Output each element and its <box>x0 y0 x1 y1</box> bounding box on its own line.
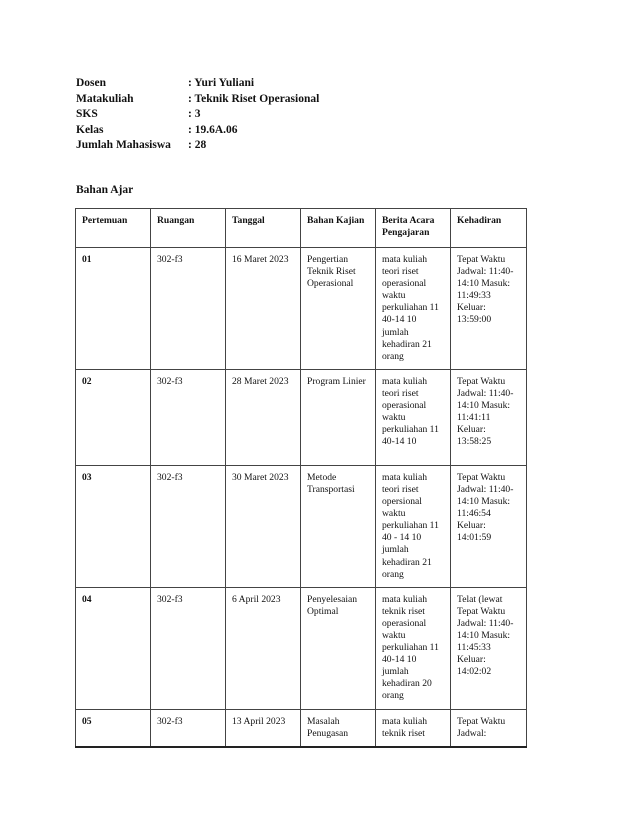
column-header: Berita Acara Pengajaran <box>376 209 451 248</box>
tanggal-cell: 13 April 2023 <box>226 709 301 747</box>
bahan-kajian-cell: Penyelesaian Optimal <box>301 587 376 709</box>
kehadiran-cell: Telat (lewat Tepat Waktu Jadwal: 11:40-14:10 Masuk: 11:45:33 Keluar: 14:02:02 <box>451 587 527 709</box>
course-info <box>76 76 319 154</box>
bahan-ajar-table <box>75 208 527 748</box>
info-value: : Teknik Riset Operasional <box>188 92 320 105</box>
kehadiran-cell: Tepat Waktu Jadwal: <box>451 709 527 747</box>
info-row-kelas <box>76 123 319 139</box>
table-row <box>76 709 527 747</box>
column-header: Pertemuan <box>76 209 151 248</box>
section-title: Bahan Ajar <box>76 184 134 196</box>
bahan-kajian-cell: Metode Transportasi <box>301 465 376 587</box>
berita-acara-cell: mata kuliah teknik riset operasional waktu perkuliahan 11 40-14 10 jumlah kehadiran 20 orang <box>376 587 451 709</box>
berita-acara-cell: mata kuliah teknik riset <box>376 709 451 747</box>
info-label: Jumlah Mahasiswa <box>76 139 171 152</box>
column-header: Ruangan <box>151 209 226 248</box>
tanggal-cell: 28 Maret 2023 <box>226 369 301 465</box>
pertemuan-cell: 01 <box>76 248 151 370</box>
ruangan-cell: 302-f3 <box>151 465 226 587</box>
info-row-matakuliah <box>76 92 319 108</box>
info-value: : 3 <box>188 108 201 121</box>
column-header: Bahan Kajian <box>301 209 376 248</box>
tanggal-cell: 30 Maret 2023 <box>226 465 301 587</box>
kehadiran-cell: Tepat Waktu Jadwal: 11:40-14:10 Masuk: 11:49:33 Keluar: 13:59:00 <box>451 248 527 370</box>
kehadiran-cell: Tepat Waktu Jadwal: 11:40-14:10 Masuk: 11:41:11 Keluar: 13:58:25 <box>451 369 527 465</box>
pertemuan-cell: 04 <box>76 587 151 709</box>
info-row-sks <box>76 107 319 123</box>
table-row <box>76 369 527 465</box>
table-row <box>76 465 527 587</box>
info-label: Dosen <box>76 77 107 89</box>
table-row <box>76 248 527 370</box>
info-value: : Yuri Yuliani <box>188 77 255 89</box>
table-row <box>76 587 527 709</box>
tanggal-cell: 16 Maret 2023 <box>226 248 301 370</box>
bahan-kajian-cell: Masalah Penugasan <box>301 709 376 747</box>
berita-acara-cell: mata kuliah teori riset opersional waktu perkuliahan 11 40 - 14 10 jumlah kehadiran 21 orang <box>376 465 451 587</box>
bahan-kajian-cell: Pengertian Teknik Riset Operasional <box>301 248 376 370</box>
berita-acara-cell: mata kuliah teori riset operasional waktu perkuliahan 11 40-14 10 <box>376 369 451 465</box>
column-header: Kehadiran <box>451 209 527 248</box>
pertemuan-cell: 05 <box>76 709 151 747</box>
pertemuan-cell: 02 <box>76 369 151 465</box>
column-header: Tanggal <box>226 209 301 248</box>
table-header-row <box>76 209 527 248</box>
ruangan-cell: 302-f3 <box>151 587 226 709</box>
ruangan-cell: 302-f3 <box>151 248 226 370</box>
pertemuan-cell: 03 <box>76 465 151 587</box>
info-label: SKS <box>76 108 98 121</box>
info-value: : 19.6A.06 <box>188 123 238 136</box>
tanggal-cell: 6 April 2023 <box>226 587 301 709</box>
ruangan-cell: 302-f3 <box>151 369 226 465</box>
ruangan-cell: 302-f3 <box>151 709 226 747</box>
info-value: : 28 <box>188 139 207 152</box>
info-row-dosen <box>76 76 319 92</box>
berita-acara-cell: mata kuliah teori riset operasional waktu perkuliahan 11 40-14 10 jumlah kehadiran 21 orang <box>376 248 451 370</box>
info-label: Matakuliah <box>76 92 134 105</box>
bahan-kajian-cell: Program Linier <box>301 369 376 465</box>
kehadiran-cell: Tepat Waktu Jadwal: 11:40-14:10 Masuk: 11:46:54 Keluar: 14:01:59 <box>451 465 527 587</box>
info-label: Kelas <box>76 123 104 136</box>
info-row-jumlah-mahasiswa <box>76 138 319 154</box>
